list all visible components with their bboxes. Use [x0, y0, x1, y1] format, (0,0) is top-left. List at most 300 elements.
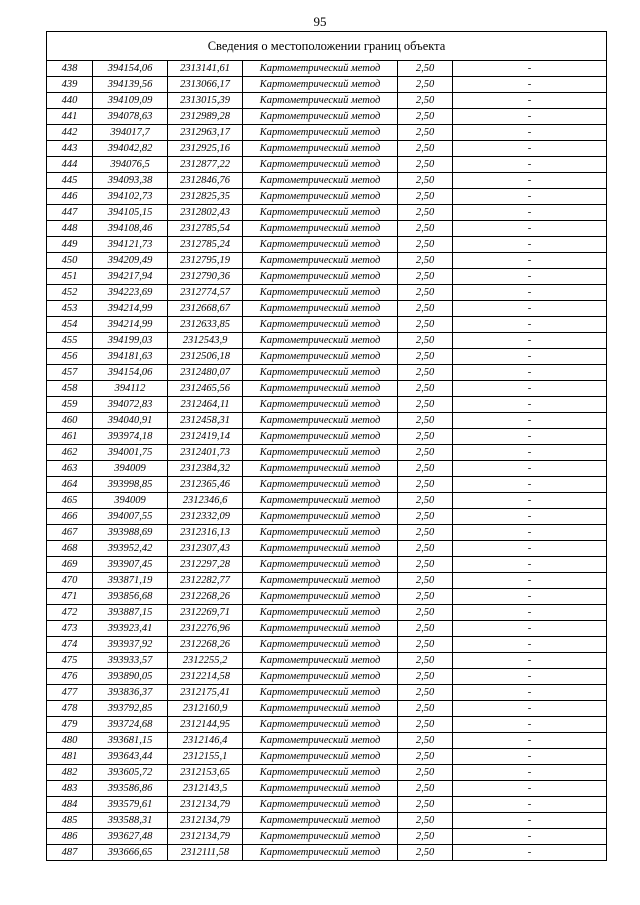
- table-row: [47, 221, 607, 237]
- description-cell: -: [453, 445, 607, 461]
- point-number-cell: 472: [47, 605, 93, 621]
- y-coordinate-cell: 2312269,71: [168, 605, 243, 621]
- table-row: [47, 413, 607, 429]
- y-coordinate-cell: 2312963,17: [168, 125, 243, 141]
- point-number-cell: 482: [47, 765, 93, 781]
- method-cell: Картометрический метод: [243, 845, 398, 861]
- description-cell: -: [453, 525, 607, 541]
- point-number-cell: 439: [47, 77, 93, 93]
- method-cell: Картометрический метод: [243, 93, 398, 109]
- table-body: [47, 61, 607, 861]
- point-number-cell: 468: [47, 541, 93, 557]
- x-coordinate-cell: 394093,38: [93, 173, 168, 189]
- x-coordinate-cell: 394121,73: [93, 237, 168, 253]
- table-title: Сведения о местоположении границ объекта: [47, 32, 607, 61]
- y-coordinate-cell: 2312297,28: [168, 557, 243, 573]
- point-number-cell: 457: [47, 365, 93, 381]
- x-coordinate-cell: 393643,44: [93, 749, 168, 765]
- point-number-cell: 462: [47, 445, 93, 461]
- description-cell: -: [453, 125, 607, 141]
- accuracy-cell: 2,50: [398, 669, 453, 685]
- point-number-cell: 449: [47, 237, 93, 253]
- x-coordinate-cell: 394112: [93, 381, 168, 397]
- y-coordinate-cell: 2312316,13: [168, 525, 243, 541]
- y-coordinate-cell: 2312465,56: [168, 381, 243, 397]
- x-coordinate-cell: 394209,49: [93, 253, 168, 269]
- point-number-cell: 460: [47, 413, 93, 429]
- method-cell: Картометрический метод: [243, 701, 398, 717]
- table-row: [47, 557, 607, 573]
- x-coordinate-cell: 393579,61: [93, 797, 168, 813]
- method-cell: Картометрический метод: [243, 733, 398, 749]
- description-cell: -: [453, 285, 607, 301]
- y-coordinate-cell: 2312282,77: [168, 573, 243, 589]
- description-cell: -: [453, 157, 607, 173]
- y-coordinate-cell: 2312153,65: [168, 765, 243, 781]
- method-cell: Картометрический метод: [243, 461, 398, 477]
- description-cell: -: [453, 429, 607, 445]
- description-cell: -: [453, 637, 607, 653]
- method-cell: Картометрический метод: [243, 669, 398, 685]
- method-cell: Картометрический метод: [243, 397, 398, 413]
- description-cell: -: [453, 781, 607, 797]
- table-row: [47, 733, 607, 749]
- table-row: [47, 397, 607, 413]
- description-cell: -: [453, 269, 607, 285]
- description-cell: -: [453, 173, 607, 189]
- point-number-cell: 455: [47, 333, 93, 349]
- point-number-cell: 469: [47, 557, 93, 573]
- description-cell: -: [453, 221, 607, 237]
- y-coordinate-cell: 2312365,46: [168, 477, 243, 493]
- description-cell: -: [453, 493, 607, 509]
- method-cell: Картометрический метод: [243, 109, 398, 125]
- point-number-cell: 444: [47, 157, 93, 173]
- method-cell: Картометрический метод: [243, 493, 398, 509]
- method-cell: Картометрический метод: [243, 125, 398, 141]
- description-cell: -: [453, 653, 607, 669]
- method-cell: Картометрический метод: [243, 381, 398, 397]
- point-number-cell: 466: [47, 509, 93, 525]
- accuracy-cell: 2,50: [398, 637, 453, 653]
- point-number-cell: 480: [47, 733, 93, 749]
- y-coordinate-cell: 2312307,43: [168, 541, 243, 557]
- description-cell: -: [453, 397, 607, 413]
- accuracy-cell: 2,50: [398, 557, 453, 573]
- y-coordinate-cell: 2312214,58: [168, 669, 243, 685]
- x-coordinate-cell: 393588,31: [93, 813, 168, 829]
- accuracy-cell: 2,50: [398, 685, 453, 701]
- point-number-cell: 452: [47, 285, 93, 301]
- point-number-cell: 474: [47, 637, 93, 653]
- method-cell: Картометрический метод: [243, 813, 398, 829]
- accuracy-cell: 2,50: [398, 237, 453, 253]
- x-coordinate-cell: 394154,06: [93, 365, 168, 381]
- point-number-cell: 440: [47, 93, 93, 109]
- point-number-cell: 467: [47, 525, 93, 541]
- y-coordinate-cell: 2312464,11: [168, 397, 243, 413]
- x-coordinate-cell: 393907,45: [93, 557, 168, 573]
- y-coordinate-cell: 2312825,35: [168, 189, 243, 205]
- accuracy-cell: 2,50: [398, 109, 453, 125]
- x-coordinate-cell: 393666,65: [93, 845, 168, 861]
- accuracy-cell: 2,50: [398, 349, 453, 365]
- accuracy-cell: 2,50: [398, 541, 453, 557]
- table-row: [47, 669, 607, 685]
- method-cell: Картометрический метод: [243, 253, 398, 269]
- point-number-cell: 470: [47, 573, 93, 589]
- point-number-cell: 484: [47, 797, 93, 813]
- accuracy-cell: 2,50: [398, 365, 453, 381]
- point-number-cell: 486: [47, 829, 93, 845]
- y-coordinate-cell: 2312802,43: [168, 205, 243, 221]
- accuracy-cell: 2,50: [398, 125, 453, 141]
- point-number-cell: 443: [47, 141, 93, 157]
- x-coordinate-cell: 394223,69: [93, 285, 168, 301]
- table-row: [47, 237, 607, 253]
- description-cell: -: [453, 749, 607, 765]
- x-coordinate-cell: 394076,5: [93, 157, 168, 173]
- point-number-cell: 456: [47, 349, 93, 365]
- table-row: [47, 61, 607, 77]
- y-coordinate-cell: 2312989,28: [168, 109, 243, 125]
- table-row: [47, 525, 607, 541]
- accuracy-cell: 2,50: [398, 221, 453, 237]
- table-row: [47, 653, 607, 669]
- method-cell: Картометрический метод: [243, 621, 398, 637]
- point-number-cell: 450: [47, 253, 93, 269]
- y-coordinate-cell: 2312419,14: [168, 429, 243, 445]
- point-number-cell: 461: [47, 429, 93, 445]
- point-number-cell: 451: [47, 269, 93, 285]
- point-number-cell: 445: [47, 173, 93, 189]
- boundary-coordinates-table: [46, 31, 607, 861]
- y-coordinate-cell: 2313015,39: [168, 93, 243, 109]
- method-cell: Картометрический метод: [243, 765, 398, 781]
- method-cell: Картометрический метод: [243, 605, 398, 621]
- description-cell: -: [453, 845, 607, 861]
- point-number-cell: 453: [47, 301, 93, 317]
- description-cell: -: [453, 541, 607, 557]
- x-coordinate-cell: 393988,69: [93, 525, 168, 541]
- method-cell: Картометрический метод: [243, 189, 398, 205]
- table-row: [47, 685, 607, 701]
- method-cell: Картометрический метод: [243, 221, 398, 237]
- accuracy-cell: 2,50: [398, 157, 453, 173]
- description-cell: -: [453, 669, 607, 685]
- x-coordinate-cell: 393937,92: [93, 637, 168, 653]
- y-coordinate-cell: 2312925,16: [168, 141, 243, 157]
- description-cell: -: [453, 813, 607, 829]
- description-cell: -: [453, 509, 607, 525]
- accuracy-cell: 2,50: [398, 429, 453, 445]
- description-cell: -: [453, 605, 607, 621]
- y-coordinate-cell: 2312143,5: [168, 781, 243, 797]
- method-cell: Картометрический метод: [243, 445, 398, 461]
- description-cell: -: [453, 253, 607, 269]
- point-number-cell: 442: [47, 125, 93, 141]
- y-coordinate-cell: 2312134,79: [168, 829, 243, 845]
- table-row: [47, 573, 607, 589]
- method-cell: Картометрический метод: [243, 477, 398, 493]
- table-row: [47, 845, 607, 861]
- y-coordinate-cell: 2312877,22: [168, 157, 243, 173]
- table-row: [47, 605, 607, 621]
- boundary-table-frame: [46, 31, 606, 861]
- accuracy-cell: 2,50: [398, 813, 453, 829]
- x-coordinate-cell: 394105,15: [93, 205, 168, 221]
- table-row: [47, 445, 607, 461]
- accuracy-cell: 2,50: [398, 573, 453, 589]
- method-cell: Картометрический метод: [243, 205, 398, 221]
- accuracy-cell: 2,50: [398, 525, 453, 541]
- description-cell: -: [453, 413, 607, 429]
- y-coordinate-cell: 2313141,61: [168, 61, 243, 77]
- accuracy-cell: 2,50: [398, 621, 453, 637]
- accuracy-cell: 2,50: [398, 381, 453, 397]
- point-number-cell: 458: [47, 381, 93, 397]
- page-number: 95: [313, 14, 327, 29]
- table-row: [47, 717, 607, 733]
- x-coordinate-cell: 394214,99: [93, 317, 168, 333]
- method-cell: Картометрический метод: [243, 829, 398, 845]
- accuracy-cell: 2,50: [398, 765, 453, 781]
- accuracy-cell: 2,50: [398, 445, 453, 461]
- point-number-cell: 464: [47, 477, 93, 493]
- accuracy-cell: 2,50: [398, 189, 453, 205]
- accuracy-cell: 2,50: [398, 797, 453, 813]
- accuracy-cell: 2,50: [398, 605, 453, 621]
- x-coordinate-cell: 393792,85: [93, 701, 168, 717]
- x-coordinate-cell: 394009: [93, 461, 168, 477]
- description-cell: -: [453, 77, 607, 93]
- point-number-cell: 465: [47, 493, 93, 509]
- accuracy-cell: 2,50: [398, 141, 453, 157]
- x-coordinate-cell: 394139,56: [93, 77, 168, 93]
- table-row: [47, 269, 607, 285]
- x-coordinate-cell: 394108,46: [93, 221, 168, 237]
- description-cell: -: [453, 333, 607, 349]
- method-cell: Картометрический метод: [243, 285, 398, 301]
- y-coordinate-cell: 2312774,57: [168, 285, 243, 301]
- y-coordinate-cell: 2312268,26: [168, 637, 243, 653]
- x-coordinate-cell: 394001,75: [93, 445, 168, 461]
- description-cell: -: [453, 461, 607, 477]
- x-coordinate-cell: 393836,37: [93, 685, 168, 701]
- table-row: [47, 429, 607, 445]
- x-coordinate-cell: 393871,19: [93, 573, 168, 589]
- accuracy-cell: 2,50: [398, 77, 453, 93]
- table-row: [47, 477, 607, 493]
- point-number-cell: 454: [47, 317, 93, 333]
- method-cell: Картометрический метод: [243, 349, 398, 365]
- method-cell: Картометрический метод: [243, 589, 398, 605]
- accuracy-cell: 2,50: [398, 717, 453, 733]
- x-coordinate-cell: 394181,63: [93, 349, 168, 365]
- x-coordinate-cell: 394102,73: [93, 189, 168, 205]
- accuracy-cell: 2,50: [398, 269, 453, 285]
- y-coordinate-cell: 2312785,24: [168, 237, 243, 253]
- x-coordinate-cell: 393586,86: [93, 781, 168, 797]
- y-coordinate-cell: 2312401,73: [168, 445, 243, 461]
- point-number-cell: 476: [47, 669, 93, 685]
- method-cell: Картометрический метод: [243, 509, 398, 525]
- table-row: [47, 589, 607, 605]
- point-number-cell: 446: [47, 189, 93, 205]
- table-row: [47, 333, 607, 349]
- x-coordinate-cell: 393974,18: [93, 429, 168, 445]
- y-coordinate-cell: 2312458,31: [168, 413, 243, 429]
- table-row: [47, 637, 607, 653]
- accuracy-cell: 2,50: [398, 413, 453, 429]
- y-coordinate-cell: 2312332,09: [168, 509, 243, 525]
- accuracy-cell: 2,50: [398, 461, 453, 477]
- accuracy-cell: 2,50: [398, 781, 453, 797]
- description-cell: -: [453, 717, 607, 733]
- table-row: [47, 189, 607, 205]
- accuracy-cell: 2,50: [398, 173, 453, 189]
- description-cell: -: [453, 589, 607, 605]
- accuracy-cell: 2,50: [398, 493, 453, 509]
- x-coordinate-cell: 393998,85: [93, 477, 168, 493]
- point-number-cell: 483: [47, 781, 93, 797]
- description-cell: -: [453, 205, 607, 221]
- y-coordinate-cell: 2312668,67: [168, 301, 243, 317]
- method-cell: Картометрический метод: [243, 301, 398, 317]
- description-cell: -: [453, 685, 607, 701]
- description-cell: -: [453, 61, 607, 77]
- x-coordinate-cell: 393923,41: [93, 621, 168, 637]
- table-row: [47, 157, 607, 173]
- y-coordinate-cell: 2312160,9: [168, 701, 243, 717]
- point-number-cell: 487: [47, 845, 93, 861]
- description-cell: -: [453, 109, 607, 125]
- point-number-cell: 447: [47, 205, 93, 221]
- y-coordinate-cell: 2312268,26: [168, 589, 243, 605]
- x-coordinate-cell: 394154,06: [93, 61, 168, 77]
- x-coordinate-cell: 394078,63: [93, 109, 168, 125]
- x-coordinate-cell: 394109,09: [93, 93, 168, 109]
- accuracy-cell: 2,50: [398, 205, 453, 221]
- description-cell: -: [453, 797, 607, 813]
- table-row: [47, 765, 607, 781]
- description-cell: -: [453, 301, 607, 317]
- table-title-row: [47, 32, 607, 61]
- table-row: [47, 781, 607, 797]
- accuracy-cell: 2,50: [398, 253, 453, 269]
- accuracy-cell: 2,50: [398, 61, 453, 77]
- method-cell: Картометрический метод: [243, 717, 398, 733]
- description-cell: -: [453, 365, 607, 381]
- y-coordinate-cell: 2312480,07: [168, 365, 243, 381]
- method-cell: Картометрический метод: [243, 173, 398, 189]
- description-cell: -: [453, 189, 607, 205]
- accuracy-cell: 2,50: [398, 749, 453, 765]
- accuracy-cell: 2,50: [398, 589, 453, 605]
- method-cell: Картометрический метод: [243, 525, 398, 541]
- x-coordinate-cell: 393887,15: [93, 605, 168, 621]
- method-cell: Картометрический метод: [243, 141, 398, 157]
- y-coordinate-cell: 2312633,85: [168, 317, 243, 333]
- description-cell: -: [453, 93, 607, 109]
- table-row: [47, 253, 607, 269]
- method-cell: Картометрический метод: [243, 781, 398, 797]
- point-number-cell: 477: [47, 685, 93, 701]
- description-cell: -: [453, 477, 607, 493]
- x-coordinate-cell: 393627,48: [93, 829, 168, 845]
- accuracy-cell: 2,50: [398, 845, 453, 861]
- x-coordinate-cell: 394017,7: [93, 125, 168, 141]
- method-cell: Картометрический метод: [243, 749, 398, 765]
- table-row: [47, 621, 607, 637]
- y-coordinate-cell: 2312144,95: [168, 717, 243, 733]
- table-row: [47, 93, 607, 109]
- y-coordinate-cell: 2312155,1: [168, 749, 243, 765]
- point-number-cell: 478: [47, 701, 93, 717]
- method-cell: Картометрический метод: [243, 77, 398, 93]
- point-number-cell: 471: [47, 589, 93, 605]
- y-coordinate-cell: 2312384,32: [168, 461, 243, 477]
- y-coordinate-cell: 2312790,36: [168, 269, 243, 285]
- x-coordinate-cell: 393952,42: [93, 541, 168, 557]
- x-coordinate-cell: 394214,99: [93, 301, 168, 317]
- description-cell: -: [453, 237, 607, 253]
- method-cell: Картометрический метод: [243, 365, 398, 381]
- method-cell: Картометрический метод: [243, 653, 398, 669]
- y-coordinate-cell: 2312175,41: [168, 685, 243, 701]
- y-coordinate-cell: 2312276,96: [168, 621, 243, 637]
- method-cell: Картометрический метод: [243, 269, 398, 285]
- point-number-cell: 459: [47, 397, 93, 413]
- table-row: [47, 365, 607, 381]
- y-coordinate-cell: 2313066,17: [168, 77, 243, 93]
- table-row: [47, 381, 607, 397]
- method-cell: Картометрический метод: [243, 685, 398, 701]
- table-row: [47, 125, 607, 141]
- accuracy-cell: 2,50: [398, 285, 453, 301]
- method-cell: Картометрический метод: [243, 573, 398, 589]
- table-row: [47, 109, 607, 125]
- description-cell: -: [453, 317, 607, 333]
- description-cell: -: [453, 557, 607, 573]
- point-number-cell: 441: [47, 109, 93, 125]
- x-coordinate-cell: 393724,68: [93, 717, 168, 733]
- method-cell: Картометрический метод: [243, 429, 398, 445]
- point-number-cell: 475: [47, 653, 93, 669]
- method-cell: Картометрический метод: [243, 797, 398, 813]
- accuracy-cell: 2,50: [398, 397, 453, 413]
- table-row: [47, 349, 607, 365]
- y-coordinate-cell: 2312134,79: [168, 797, 243, 813]
- accuracy-cell: 2,50: [398, 701, 453, 717]
- method-cell: Картометрический метод: [243, 61, 398, 77]
- x-coordinate-cell: 393681,15: [93, 733, 168, 749]
- method-cell: Картометрический метод: [243, 413, 398, 429]
- description-cell: -: [453, 349, 607, 365]
- y-coordinate-cell: 2312543,9: [168, 333, 243, 349]
- x-coordinate-cell: 394007,55: [93, 509, 168, 525]
- accuracy-cell: 2,50: [398, 93, 453, 109]
- x-coordinate-cell: 393605,72: [93, 765, 168, 781]
- x-coordinate-cell: 393933,57: [93, 653, 168, 669]
- table-row: [47, 541, 607, 557]
- y-coordinate-cell: 2312146,4: [168, 733, 243, 749]
- accuracy-cell: 2,50: [398, 829, 453, 845]
- y-coordinate-cell: 2312111,58: [168, 845, 243, 861]
- table-row: [47, 205, 607, 221]
- table-row: [47, 829, 607, 845]
- x-coordinate-cell: 394042,82: [93, 141, 168, 157]
